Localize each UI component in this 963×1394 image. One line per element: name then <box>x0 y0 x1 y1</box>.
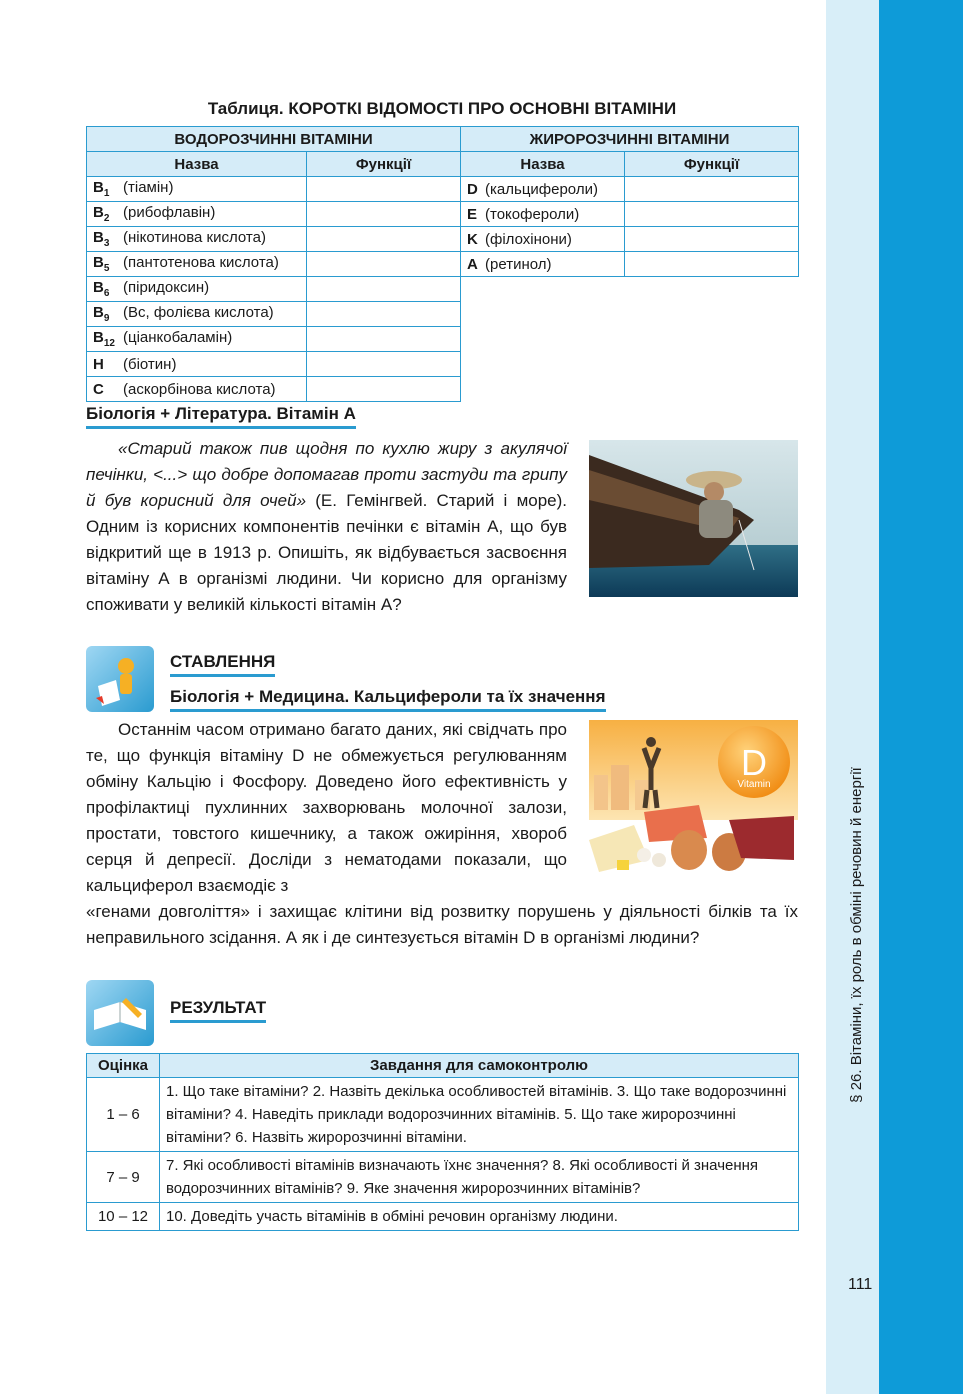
section-caption: § 26. Вітаміни, їх роль в обміні речовин й енергії <box>848 767 865 1103</box>
literature-heading: Біологія + Література. Вітамін А <box>86 404 356 429</box>
vitamin-row <box>87 252 799 277</box>
vitamin-symbol <box>93 179 123 199</box>
fat-vitamin-function-cell <box>625 252 799 277</box>
self-check-row <box>87 1152 799 1203</box>
literature-quote: «Старий також пив щодня по кухлю жиру з акулячої печінки, <...> що добре допомагав проти застуди та грипу й був корисний для очей» <box>86 439 567 510</box>
empty-cell <box>461 277 799 302</box>
vitamin-row <box>87 202 799 227</box>
attitude-heading: СТАВЛЕННЯ <box>170 652 275 677</box>
empty-cell <box>461 302 799 327</box>
vitamin-d-badge-letter: D <box>741 742 767 783</box>
vitamin-letter: B <box>93 279 104 296</box>
vitamin-letter: B <box>93 254 104 271</box>
water-vitamin-name-cell <box>87 277 307 302</box>
water-soluble-header: ВОДОРОЗЧИННІ ВІТАМІНИ <box>87 127 461 152</box>
vitamin-subscript: 3 <box>103 238 110 249</box>
page-number: 111 <box>848 1276 873 1293</box>
fat-vitamin-name-cell <box>461 252 625 277</box>
vitamin-symbol: E <box>467 205 478 223</box>
empty-cell <box>461 327 799 352</box>
vitamin-row <box>87 302 799 327</box>
vitamin-symbol: A <box>467 255 478 273</box>
empty-cell <box>461 377 799 402</box>
self-check-row <box>87 1078 799 1152</box>
water-vitamin-function-cell <box>307 327 461 352</box>
water-vitamin-name-cell <box>87 327 307 352</box>
grade-cell: 1 – 6 <box>87 1078 160 1152</box>
attitude-icon <box>86 646 154 712</box>
fat-col-function: Функції <box>625 152 799 177</box>
vitamin-symbol: D <box>467 180 478 198</box>
literature-text: (Е. Гемінгвей. Старий і море). Одним із корисних компонентів печінки є вітамін А, що був відкритий ще в 1913 р. Опишіть, як відбувається засвоєння вітаміну А в організмі людини. Чи корисно для організму споживати у великій кількості вітамін А? <box>86 491 567 614</box>
vitamin-name: (біотин) <box>123 355 177 373</box>
vitamin-name: (аскорбінова кислота) <box>123 380 276 398</box>
sidebar-light-band <box>826 0 879 1394</box>
vitamin-table-title: Таблиця. КОРОТКІ ВІДОМОСТІ ПРО ОСНОВНІ ВІТАМІНИ <box>207 99 677 118</box>
vitamin-symbol <box>93 279 123 299</box>
fat-vitamin-function-cell <box>625 177 799 202</box>
vitamin-row <box>87 177 799 202</box>
water-vitamin-name-cell <box>87 352 307 377</box>
fat-vitamin-function-cell <box>625 227 799 252</box>
fat-vitamin-name-cell <box>461 227 625 252</box>
vitamin-letter: B <box>93 204 104 221</box>
water-vitamin-name-cell <box>87 377 307 402</box>
vitamin-name: (ретинол) <box>485 255 552 273</box>
vitamin-letter: B <box>93 229 104 246</box>
fat-soluble-header: ЖИРОРОЗЧИННІ ВІТАМІНИ <box>461 127 799 152</box>
vitamin-subscript: 6 <box>103 288 110 299</box>
tasks-cell: 10. Доведіть участь вітамінів в обміні речовин організму людини. <box>160 1203 799 1231</box>
water-vitamin-function-cell <box>307 252 461 277</box>
vitamin-symbol <box>93 356 123 373</box>
water-vitamin-function-cell <box>307 202 461 227</box>
water-vitamin-function-cell <box>307 177 461 202</box>
vitamin-letter: H <box>93 355 104 373</box>
vitamin-row <box>87 327 799 352</box>
vitamin-letter: C <box>93 380 104 398</box>
vitamin-symbol <box>93 204 123 224</box>
fat-vitamin-name-cell <box>461 202 625 227</box>
water-vitamin-name-cell <box>87 202 307 227</box>
grade-cell: 10 – 12 <box>87 1203 160 1231</box>
tasks-col-header: Завдання для самоконтролю <box>160 1054 799 1078</box>
vitamin-letter: B <box>93 329 104 346</box>
grade-cell: 7 – 9 <box>87 1152 160 1203</box>
vitamin-name: (піридоксин) <box>123 279 210 296</box>
vitamin-letter: B <box>93 179 104 196</box>
vitamin-d-foods-photo <box>589 720 798 883</box>
vitamin-symbol <box>93 329 123 349</box>
result-icon <box>86 980 154 1046</box>
attitude-paragraph-bottom: «генами довголіття» і захищає клітини від розвитку порушень у діяльності білків та їх неправильного зсідання. А як і де синтезується вітамін D в організмі людини? <box>86 902 798 947</box>
vitamin-symbol <box>93 254 123 274</box>
water-col-function: Функції <box>307 152 461 177</box>
vitamin-row <box>87 352 799 377</box>
water-vitamin-function-cell <box>307 377 461 402</box>
vitamin-row <box>87 377 799 402</box>
vitamin-symbol <box>93 229 123 249</box>
vitamin-name: (нікотинова кислота) <box>123 229 266 246</box>
vitamin-d-badge-word: Vitamin <box>737 779 771 790</box>
water-vitamin-function-cell <box>307 227 461 252</box>
tasks-cell: 7. Які особливості вітамінів визначають їхнє значення? 8. Які особливості й значення водорозчинних вітамінів? 9. Яке значення жиророзчинних вітамінів? <box>160 1152 799 1203</box>
fat-vitamin-function-cell <box>625 202 799 227</box>
vitamin-subscript: 12 <box>103 338 115 349</box>
literature-paragraph <box>86 436 567 618</box>
fat-vitamin-name-cell <box>461 177 625 202</box>
vitamin-subscript: 2 <box>103 213 110 224</box>
vitamin-name: (тіамін) <box>123 179 174 196</box>
empty-cell <box>461 352 799 377</box>
vitamin-name: (кальцифероли) <box>485 180 598 198</box>
vitamin-symbol <box>93 304 123 324</box>
vitamin-symbol: K <box>467 230 478 248</box>
attitude-text-top: Останнім часом отримано багато даних, які свідчать про те, що функція вітаміну D не обмежується регулюванням обміну Кальцію і Фосфору. Доведено його ефективність у профілактиці пухлинних захворювань молочної залози, простати, товстого кишечнику, а також ожиріння, хвороб серця й депресії. Досліди з нематодами показали, що кальциферол взаємодіє з <box>86 720 567 895</box>
vitamin-name: (Bc, фолієва кислота) <box>123 304 274 321</box>
result-heading: РЕЗУЛЬТАТ <box>170 998 266 1023</box>
vitamin-row <box>87 277 799 302</box>
water-vitamin-name-cell <box>87 177 307 202</box>
vitamin-name: (ціанкобаламін) <box>123 329 233 346</box>
attitude-subheading: Біологія + Медицина. Кальцифероли та їх значення <box>170 687 606 712</box>
fat-col-name: Назва <box>461 152 625 177</box>
water-vitamin-name-cell <box>87 227 307 252</box>
vitamin-table <box>86 126 799 402</box>
vitamin-name: (рибофлавін) <box>123 204 216 221</box>
attitude-paragraph-top <box>86 717 567 899</box>
vitamin-name: (токофероли) <box>485 205 580 223</box>
water-vitamin-function-cell <box>307 352 461 377</box>
self-check-table <box>86 1053 799 1231</box>
vitamin-name: (пантотенова кислота) <box>123 254 279 271</box>
water-vitamin-name-cell <box>87 252 307 277</box>
sidebar-dark-band <box>879 0 963 1394</box>
vitamin-subscript: 9 <box>103 313 110 324</box>
vitamin-row <box>87 227 799 252</box>
vitamin-symbol <box>93 381 123 398</box>
grade-col-header: Оцінка <box>87 1054 160 1078</box>
vitamin-letter: B <box>93 304 104 321</box>
vitamin-subscript: 5 <box>103 263 110 274</box>
self-check-row <box>87 1203 799 1231</box>
water-col-name: Назва <box>87 152 307 177</box>
water-vitamin-function-cell <box>307 277 461 302</box>
old-man-boat-photo <box>589 440 798 597</box>
vitamin-subscript: 1 <box>103 188 110 199</box>
water-vitamin-function-cell <box>307 302 461 327</box>
tasks-cell: 1. Що таке вітаміни? 2. Назвіть декілька особливостей вітамінів. 3. Що таке водорозчинні вітаміни? 4. Наведіть приклади водорозчинних вітамінів. 5. Що таке жиророзчинні вітаміни? 6. Назвіть жиророзчинні вітаміни. <box>160 1078 799 1152</box>
vitamin-name: (філохінони) <box>485 230 572 248</box>
water-vitamin-name-cell <box>87 302 307 327</box>
